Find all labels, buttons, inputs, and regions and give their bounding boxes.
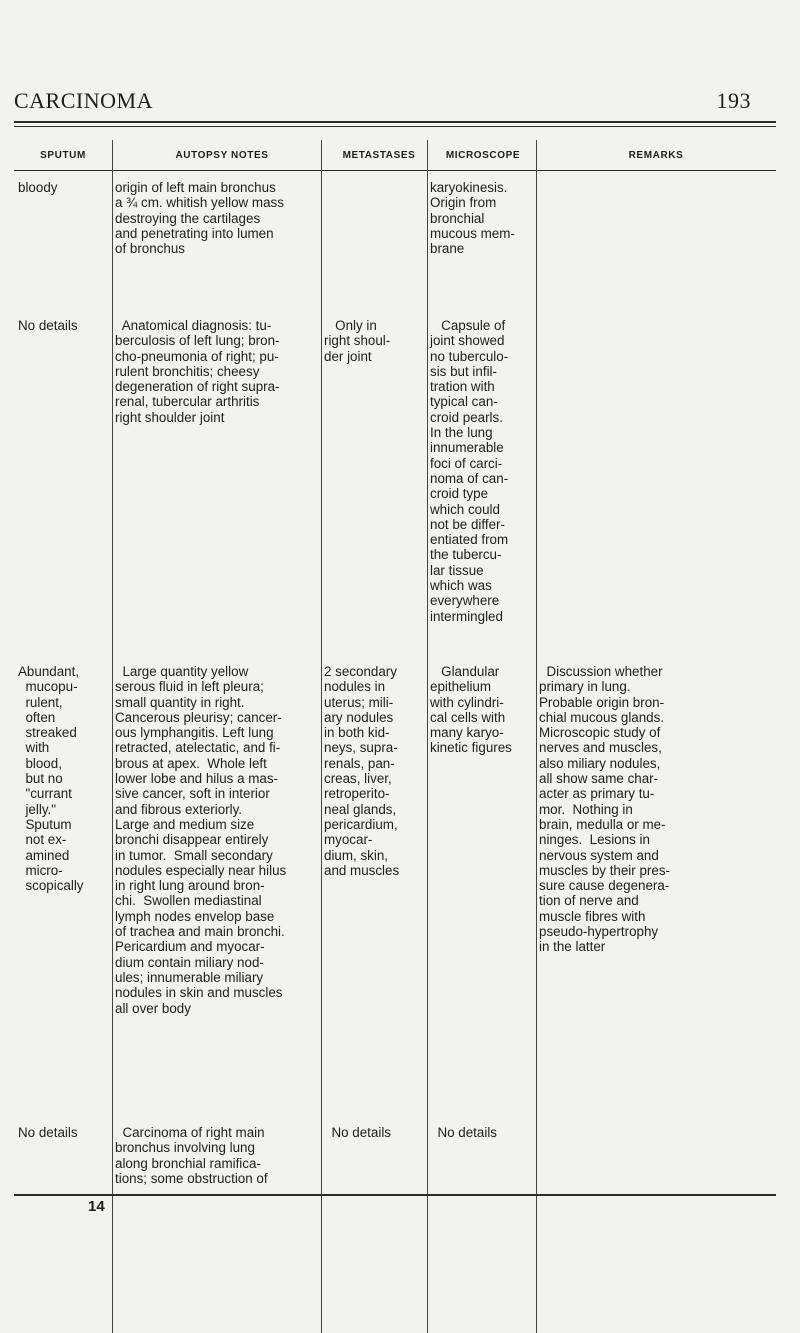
table-cell-metastases: Only in right shoul- der joint (324, 318, 391, 364)
top-rule-thin (14, 126, 776, 127)
table-cell-sputum: No details (18, 1125, 78, 1140)
column-divider (112, 140, 113, 1333)
table-cell-autopsy: Large quantity yellow serous fluid in left pleura; small quantity in right. Cancerous pleurisy; cancer- ous lymphangitis. Left lung retracted, atelectatic, and fi- brous at apex. Whole left lower lobe and hilus a mas- sive cancer, soft in interior and fibrous exteriorly. Large and medium size bronchi disappear entirely in tumor. Small secondary nodules especially near hilus in right lung around bron- chi. Swollen mediastinal lymph nodes envelop base of trachea and main bronchi. Pericardium and myocar- dium contain miliary nod- ules; innumerable miliary nodules in skin and muscles all over body (115, 664, 287, 1016)
table-cell-microscope: Glandular epithelium with cylindri- cal cells with many karyo- kinetic figures (430, 664, 512, 756)
top-rule (14, 121, 776, 123)
column-header-autopsy-notes: AUTOPSY NOTES (175, 150, 269, 161)
column-divider (321, 140, 322, 1333)
table-cell-sputum: Abundant, mucopu- rulent, often streaked with blood, but no "currant jelly." Sputum not ex- amined micro- scopically (18, 664, 84, 894)
column-header-remarks: REMARKS (628, 150, 684, 161)
bottom-rule (14, 1194, 776, 1196)
table-cell-sputum: bloody (18, 180, 58, 195)
table-cell-autopsy: origin of left main bronchus a ¾ cm. whitish yellow mass destroying the cartilages and penetrating into lumen of bronchus (115, 180, 284, 257)
table-cell-autopsy: Carcinoma of right main bronchus involving lung along bronchial ramifica- tions; some obstruction of (115, 1125, 268, 1186)
table-cell-sputum: No details (18, 318, 78, 333)
table-cell-remarks: Discussion whether primary in lung. Probable origin bron- chial mucous glands. Microscopic study of nerves and muscles, also miliary nodules, all show same char- acter as primary tu- mor. Nothing in brain, medulla or me- ninges. Lesions in nervous system and muscles by their pres- sure cause degenera- tion of nerve and muscle fibres with pseudo-hypertrophy in the latter (539, 664, 670, 955)
signature-mark: 14 (88, 1198, 105, 1215)
table-cell-metastases: No details (324, 1125, 391, 1140)
column-divider (536, 140, 537, 1333)
column-header-microscope: MICROSCOPE (445, 150, 521, 161)
header-rule (14, 170, 776, 171)
table-cell-microscope: Capsule of joint showed no tuberculo- sis but infil- tration with typical can- croid pearls. In the lung innumerable foci of carci- noma of can- croid type which could not be differ- entiated from the tubercu- lar tissue which was everywhere intermingled (430, 318, 509, 624)
table-cell-microscope: No details (430, 1125, 497, 1140)
page-number: 193 (716, 88, 751, 113)
table-cell-metastases: 2 secondary nodules in uterus; mili- ary nodules in both kid- neys, supra- renals, pan- creas, liver, retroperito- neal glands, pericardium, myocar- dium, skin, and muscles (324, 664, 400, 878)
table-cell-autopsy: Anatomical diagnosis: tu- berculosis of left lung; bron- cho-pneumonia of right; pu- rulent bronchitis; cheesy degeneration of right supra- renal, tubercular arthritis right shoulder joint (115, 318, 280, 425)
column-divider (427, 140, 428, 1333)
page-title: CARCINOMA (14, 88, 153, 113)
column-header-sputum: SPUTUM (40, 150, 86, 161)
table-cell-microscope: karyokinesis. Origin from bronchial mucous mem- brane (430, 180, 515, 257)
column-header-metastases: METASTASES (342, 150, 416, 161)
